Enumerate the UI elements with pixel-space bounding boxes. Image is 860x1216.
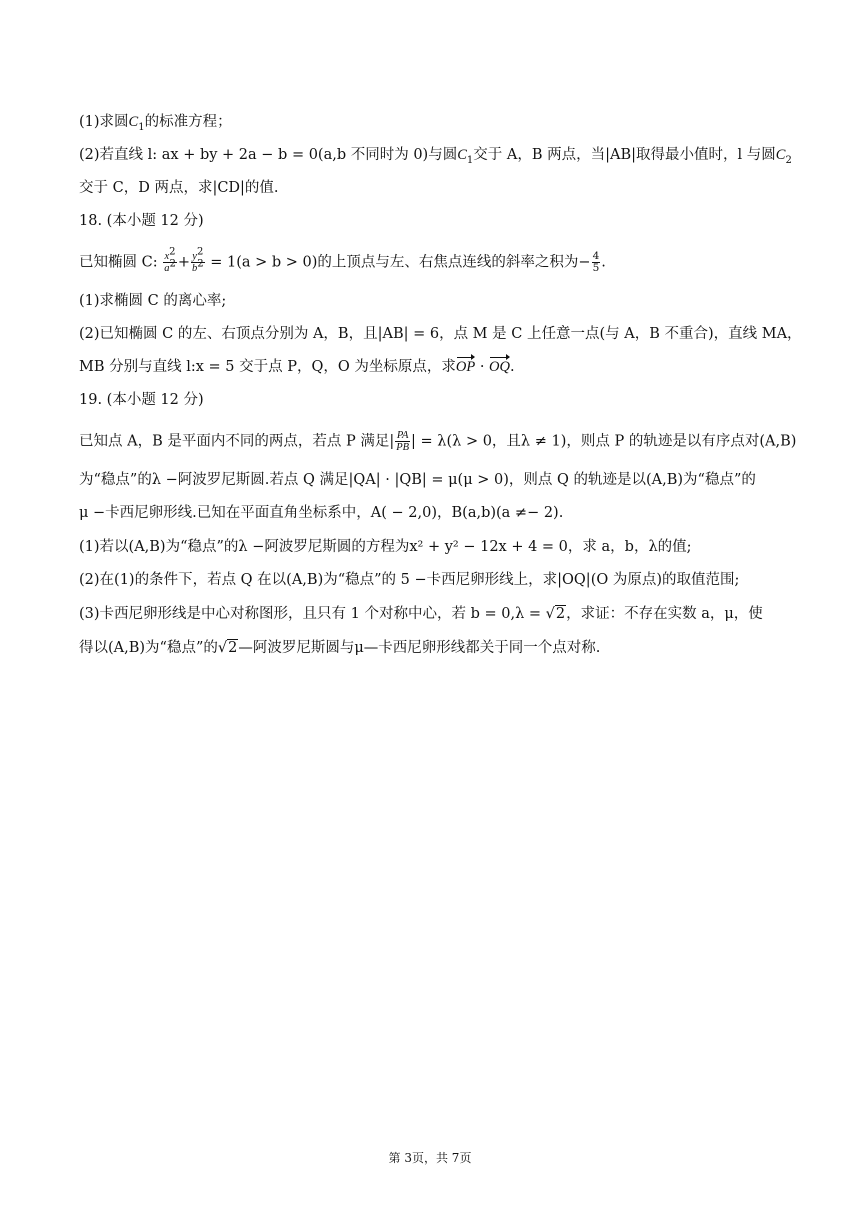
q19-stem-2: 为“稳点”的λ −阿波罗尼斯圆.若点 Q 满足|QA| · |QB| = μ(μ > 0)，则点 Q 的轨迹是以(A,B)为“稳点”的 <box>79 472 756 488</box>
q19-heading: 19. (本小题 12 分) <box>79 392 204 408</box>
q18-part2: (2)已知椭圆 C 的左、右顶点分别为 A，B，且|AB| = 6，点 M 是 C 上任意一点(与 A，B 不重合)，直线 MA， <box>79 326 802 342</box>
q18-part2-cont: MB 分别与直线 l:x = 5 交于点 P，Q，O 为坐标原点，求OP · OQ. <box>79 359 515 375</box>
q18-part1: (1)求椭圆 C 的离心率; <box>79 293 227 309</box>
q17-part1: (1)求圆$C_1$的标准方程； <box>79 114 232 133</box>
q19-stem-1: 已知点 A，B 是平面内不同的两点，若点 P 满足| $\frac{PA}{PB}$ | = λ(λ > 0，且λ ≠ 1)，则点 P 的轨迹是以有序点对(A,B) <box>79 430 797 453</box>
q18-heading: 18. (本小题 12 分) <box>79 213 204 229</box>
q19-part2: (2)在(1)的条件下，若点 Q 在以(A,B)为“稳点”的 5 −卡西尼卵形线上，求|OQ|(O 为原点)的取值范围; <box>79 572 740 588</box>
q19-part3-cont: 得以(A,B)为“稳点”的√2—阿波罗尼斯圆与μ—卡西尼卵形线都关于同一个点对称. <box>79 640 601 656</box>
page-footer: 第 3页，共 7页 <box>388 1151 472 1165</box>
q19-part1: (1)若以(A,B)为“稳点”的λ −阿波罗尼斯圆的方程为x² + y² − 12x + 4 = 0，求 a，b，λ的值; <box>79 539 692 555</box>
q18-stem: 已知椭圆 C: $\frac{x^2}{a^2}$ + $\frac{y^2}{b^2}$ = 1(a > b > 0)的上顶点与左、右焦点连线的斜率之积为− $\frac{4}{5}$ . <box>79 246 606 274</box>
q19-part3: (3)卡西尼卵形线是中心对称图形，且只有 1 个对称中心，若 b = 0,λ = √2，求证：不存在实数 a，μ，使 <box>79 606 763 622</box>
q19-stem-3: μ −卡西尼卵形线.已知在平面直角坐标系中，A( − 2,0)，B(a,b)(a ≠− 2). <box>79 505 564 521</box>
q17-part2: (2)若直线 l: ax + by + 2a − b = 0(a,b 不同时为 0)与圆$C_1$交于 A，B 两点，当|AB|取得最小值时，l 与圆$C_2$ <box>79 147 792 166</box>
q17-part2-cont: 交于 C，D 两点，求|CD|的值. <box>79 180 279 196</box>
